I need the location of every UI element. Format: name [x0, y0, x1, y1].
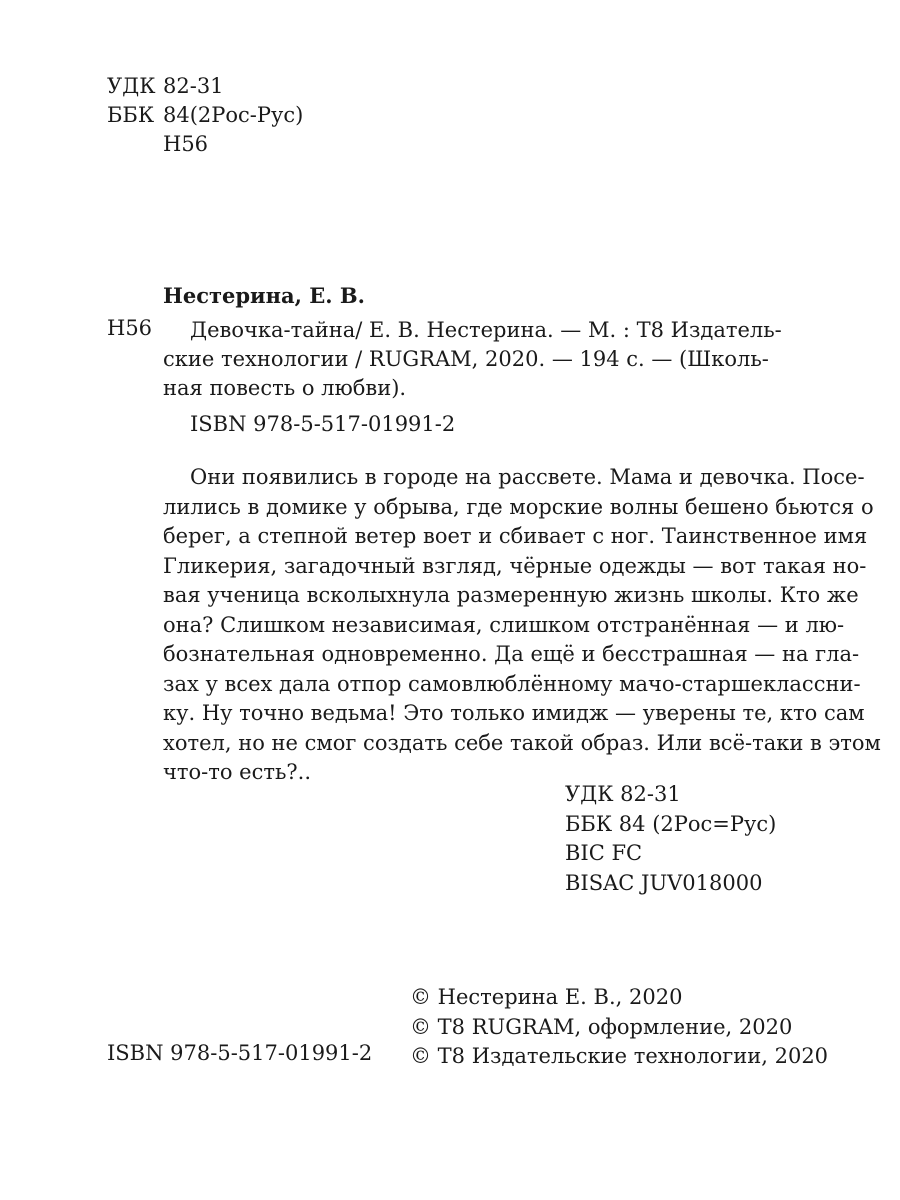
annotation-line: она? Слишком независимая, слишком отстранённая — и лю- — [163, 612, 845, 637]
biblio-line: Девочка-тайна/ Е. В. Нестерина. — М. : Т8 Издатель- — [190, 318, 782, 342]
biblio-line: ские технологии / RUGRAM, 2020. — 194 с. — (Школь- — [163, 347, 769, 371]
bibliographic-description — [163, 316, 782, 403]
bbk-label: ББК — [107, 103, 155, 127]
annotation-line: лились в домике у обрыва, где морские волны бешено бьются о — [163, 494, 874, 519]
author-sign-left: Н56 — [107, 316, 153, 340]
annotation-line: Гликерия, загадочный взгляд, чёрные одежды — вот такая но- — [163, 553, 867, 578]
udk-value: 82-31 — [163, 74, 224, 98]
author-heading: Нестерина, Е. В. — [163, 283, 365, 308]
bic-code: BIC FC — [565, 841, 643, 865]
author-sign-row — [107, 130, 303, 159]
annotation-line: ку. Ну точно ведьма! Это только имидж — уверены те, кто сам — [163, 701, 865, 725]
annotation-line: что-то есть?.. — [163, 760, 312, 784]
bbk-value: 84(2Рос-Рус) — [163, 103, 304, 127]
catalog-codes-top — [107, 72, 303, 159]
annotation-line: берег, а степной ветер воет и сбивает с ног. Таинственное имя — [163, 524, 868, 548]
annotation — [163, 463, 881, 788]
copyright-line: © Т8 Издательские технологии, 2020 — [410, 1044, 829, 1068]
bbk-code: ББК 84 (2Рос=Рус) — [565, 811, 777, 836]
author-sign-top: Н56 — [163, 132, 209, 156]
isbn-bottom: ISBN 978-5-517-01991-2 — [107, 1041, 373, 1065]
annotation-line: бознательная одновременно. Да ещё и бесстрашная — на гла- — [163, 642, 860, 666]
annotation-line: хотел, но не смог создать себе такой образ. Или всё-таки в этом — [163, 730, 881, 755]
copyright-line: © Нестерина Е. В., 2020 — [410, 985, 683, 1009]
udk-row — [107, 72, 303, 101]
annotation-line: вая ученица всколыхнула размеренную жизнь школы. Кто же — [163, 583, 859, 607]
copyright-line: © T8 RUGRAM, оформление, 2020 — [410, 1014, 793, 1039]
bbk-row — [107, 101, 303, 130]
isbn-main: ISBN 978-5-517-01991-2 — [190, 412, 456, 436]
copyright-block — [410, 983, 828, 1072]
biblio-line: ная повесть о любви). — [163, 376, 407, 400]
udk-label: УДК — [107, 74, 156, 98]
bisac-code: BISAC JUV018000 — [565, 870, 763, 895]
classification-codes — [565, 780, 776, 898]
annotation-line: Они появились в городе на рассвете. Мама и девочка. Посе- — [190, 465, 865, 489]
udk-code: УДК 82-31 — [565, 782, 681, 806]
annotation-line: зах у всех дала отпор самовлюблённому мачо-старшеклассни- — [163, 671, 861, 696]
